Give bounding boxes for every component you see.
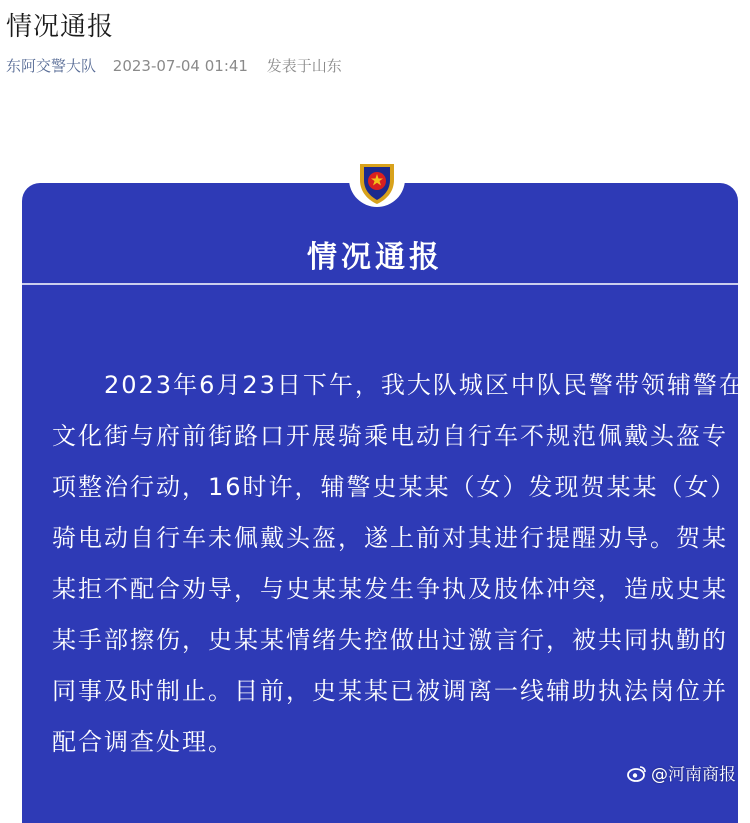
author-link[interactable]: 东阿交警大队 — [6, 57, 97, 75]
page-title: 情况通报 — [6, 12, 115, 42]
notice-line: 项整治行动，16时许，辅警史某某（女）发现贺某某（女） — [52, 473, 737, 501]
notice-line: 某拒不配合劝导，与史某某发生争执及肢体冲突，造成史某 — [52, 575, 728, 603]
notice-line: 2023年6月23日下午，我大队城区中队民警带领辅警在 — [52, 371, 745, 399]
watermark — [627, 760, 736, 785]
publish-location: 发表于山东 — [266, 57, 342, 75]
notice-line: 文化街与府前街路口开展骑乘电动自行车不规范佩戴头盔专 — [52, 422, 728, 450]
notice-heading: 情况通报 — [307, 240, 443, 275]
watermark-text: @河南商报 — [651, 765, 736, 785]
notice-line: 某手部擦伤，史某某情绪失控做出过激言行，被共同执勤的 — [52, 626, 728, 654]
notice-body — [52, 360, 745, 768]
divider — [22, 283, 738, 285]
article-meta — [6, 55, 342, 76]
notice-line: 配合调查处理。 — [52, 728, 234, 756]
police-emblem-icon — [348, 150, 406, 208]
notice-line: 同事及时制止。目前，史某某已被调离一线辅助执法岗位并 — [52, 677, 728, 705]
publish-time: 2023-07-04 01:41 — [112, 57, 248, 75]
notice-line: 骑电动自行车未佩戴头盔，遂上前对其进行提醒劝导。贺某 — [52, 524, 728, 552]
weibo-icon — [627, 764, 647, 782]
